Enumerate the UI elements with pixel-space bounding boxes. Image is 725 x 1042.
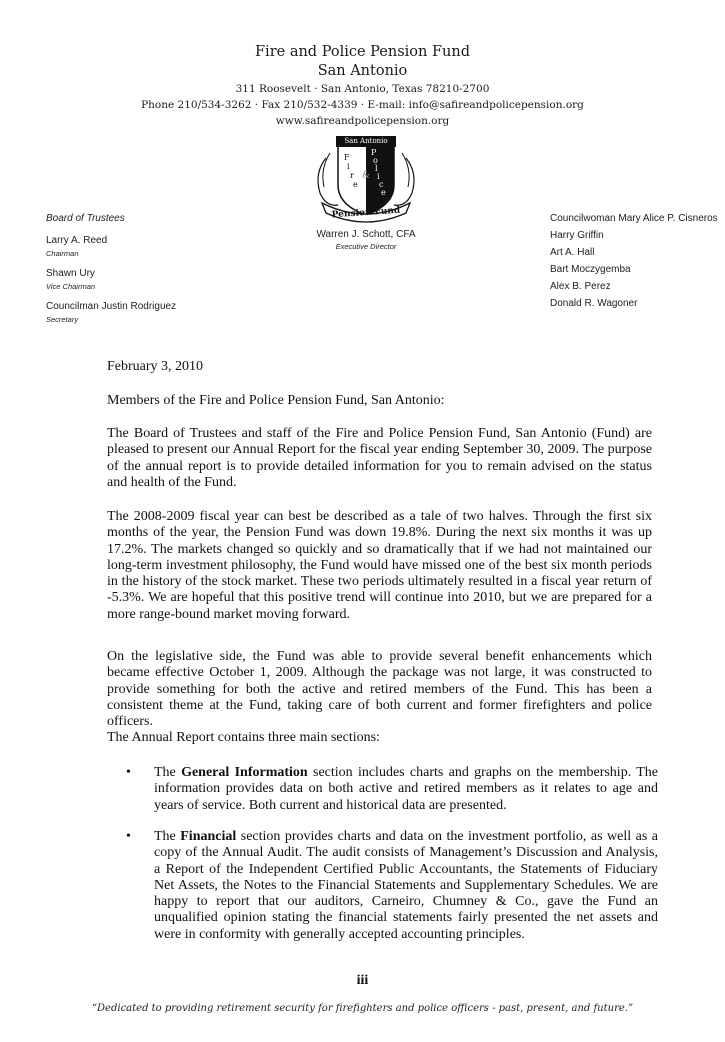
section-bullet: [126, 829, 658, 943]
logo-top-banner: San Antonio: [344, 137, 388, 145]
section-name: Financial: [180, 829, 237, 844]
org-name: Fire and Police Pension Fund: [255, 44, 470, 60]
trustee-name: Larry A. Reed: [46, 235, 108, 246]
bullet-icon: •: [126, 765, 131, 780]
logo-letter: F: [344, 153, 350, 162]
letter-paragraph: The Annual Report contains three main sections:: [107, 730, 380, 745]
logo-letter: e: [381, 188, 386, 197]
logo-bottom-banner: Pension Fund: [331, 205, 401, 221]
bullet-text: The Financial section provides charts and data on the investment portfolio, as well as a copy of the Annual Audit. The audit consists of Management’s Discussion and Analysis, a Report of the Independent Certified Public Accountants, the Statements of Fiduciary Net Assets, the Notes to the Financial Statements and Supplementary Schedules. We are happy to report that our auditors, Carneiro, Chumney & Co., gave the Fund an unqualified opinion stating the financial statements fairly presented the net assets and were in conformity with generally accepted accounting principles.: [154, 829, 658, 942]
logo-letter: l: [375, 164, 378, 173]
trustee-name: Councilman Justin Rodriguez: [46, 301, 177, 312]
letter-date: February 3, 2010: [107, 359, 204, 374]
trustee-name: Shawn Ury: [46, 268, 95, 279]
footer-motto: “Dedicated to providing retirement security for firefighters and police officers - past, present, and future.”: [91, 1003, 634, 1014]
logo-letter: c: [379, 180, 384, 189]
trustee-role: Vice Chairman: [46, 282, 96, 291]
logo-police-letters: [371, 149, 386, 197]
org-address: 311 Roosevelt · San Antonio, Texas 78210-2700: [235, 83, 490, 95]
letter-paragraph: The 2008-2009 fiscal year can best be described as a tale of two halves. Through the first six months of the year, the Pension Fund was down 19.8%. During the next six months it was up 17.2%. The markets changed so quickly and so dramatically that if we had not maintained our long-term investment philosophy, the Fund would have missed one of the best six month periods in the history of the stock market. These two periods ultimately resulted in a fiscal year return of -5.3%. We are hopeful that this positive trend will continue into 2010, but we are prepared for a more range-bound market moving forward.: [107, 509, 652, 622]
logo-letter: P: [371, 148, 377, 157]
letter-salutation: Members of the Fire and Police Pension Fund, San Antonio:: [107, 393, 445, 408]
logo-letter: i: [377, 172, 380, 181]
logo-fire-letters: [344, 153, 358, 189]
pension-fund-logo: [308, 133, 424, 225]
org-contact: Phone 210/534-3262 · Fax 210/532-4339 · E-mail: info@safireandpolicepension.org: [141, 99, 584, 111]
trustee-role: Chairman: [46, 249, 79, 258]
section-name: General Information: [181, 765, 308, 780]
logo-ampersand: &: [362, 171, 371, 181]
board-member: Bart Moczygemba: [550, 264, 631, 275]
executive-title: Executive Director: [335, 242, 397, 251]
bullet-text: The General Information section includes charts and graphs on the membership. The information provides data on both active and retired members as it relates to age and years of service. Both current and historical data are presented.: [154, 765, 659, 813]
letter-paragraph: On the legislative side, the Fund was able to provide several benefit enhancements which became effective October 1, 2009. Although the package was not large, it was constructed to provide something for both the active and retired members of the Fund. This has been a consistent theme at the Fund, taking care of both current and former firefighters and police officers.: [107, 649, 652, 730]
logo-letter: e: [353, 180, 358, 189]
board-member: Art A. Hall: [550, 247, 595, 258]
board-member: Councilwoman Mary Alice P. Cisneros: [550, 213, 718, 224]
letter-paragraph: The Board of Trustees and staff of the Fire and Police Pension Fund, San Antonio (Fund) are pleased to present our Annual Report for the fiscal year ending September 30, 2009. The purpose of the annual report is to provide detailed information for you to remain advised on the status and health of the Fund.: [107, 426, 652, 490]
logo-letter: r: [350, 171, 354, 180]
logo-letter: o: [373, 156, 378, 165]
logo-letter: i: [347, 162, 350, 171]
bullet-icon: •: [126, 829, 131, 844]
executive-name: Warren J. Schott, CFA: [316, 229, 416, 240]
org-website[interactable]: www.safireandpolicepension.org: [275, 115, 450, 127]
board-heading: Board of Trustees: [46, 213, 125, 224]
board-member: Alex B. Perez: [550, 281, 611, 292]
page-number: iii: [356, 973, 369, 988]
section-bullet: [126, 765, 658, 814]
board-member: Harry Griffin: [550, 230, 604, 241]
org-city: San Antonio: [317, 63, 408, 79]
trustee-role: Secretary: [46, 315, 79, 324]
board-member: Donald R. Wagoner: [550, 298, 638, 309]
